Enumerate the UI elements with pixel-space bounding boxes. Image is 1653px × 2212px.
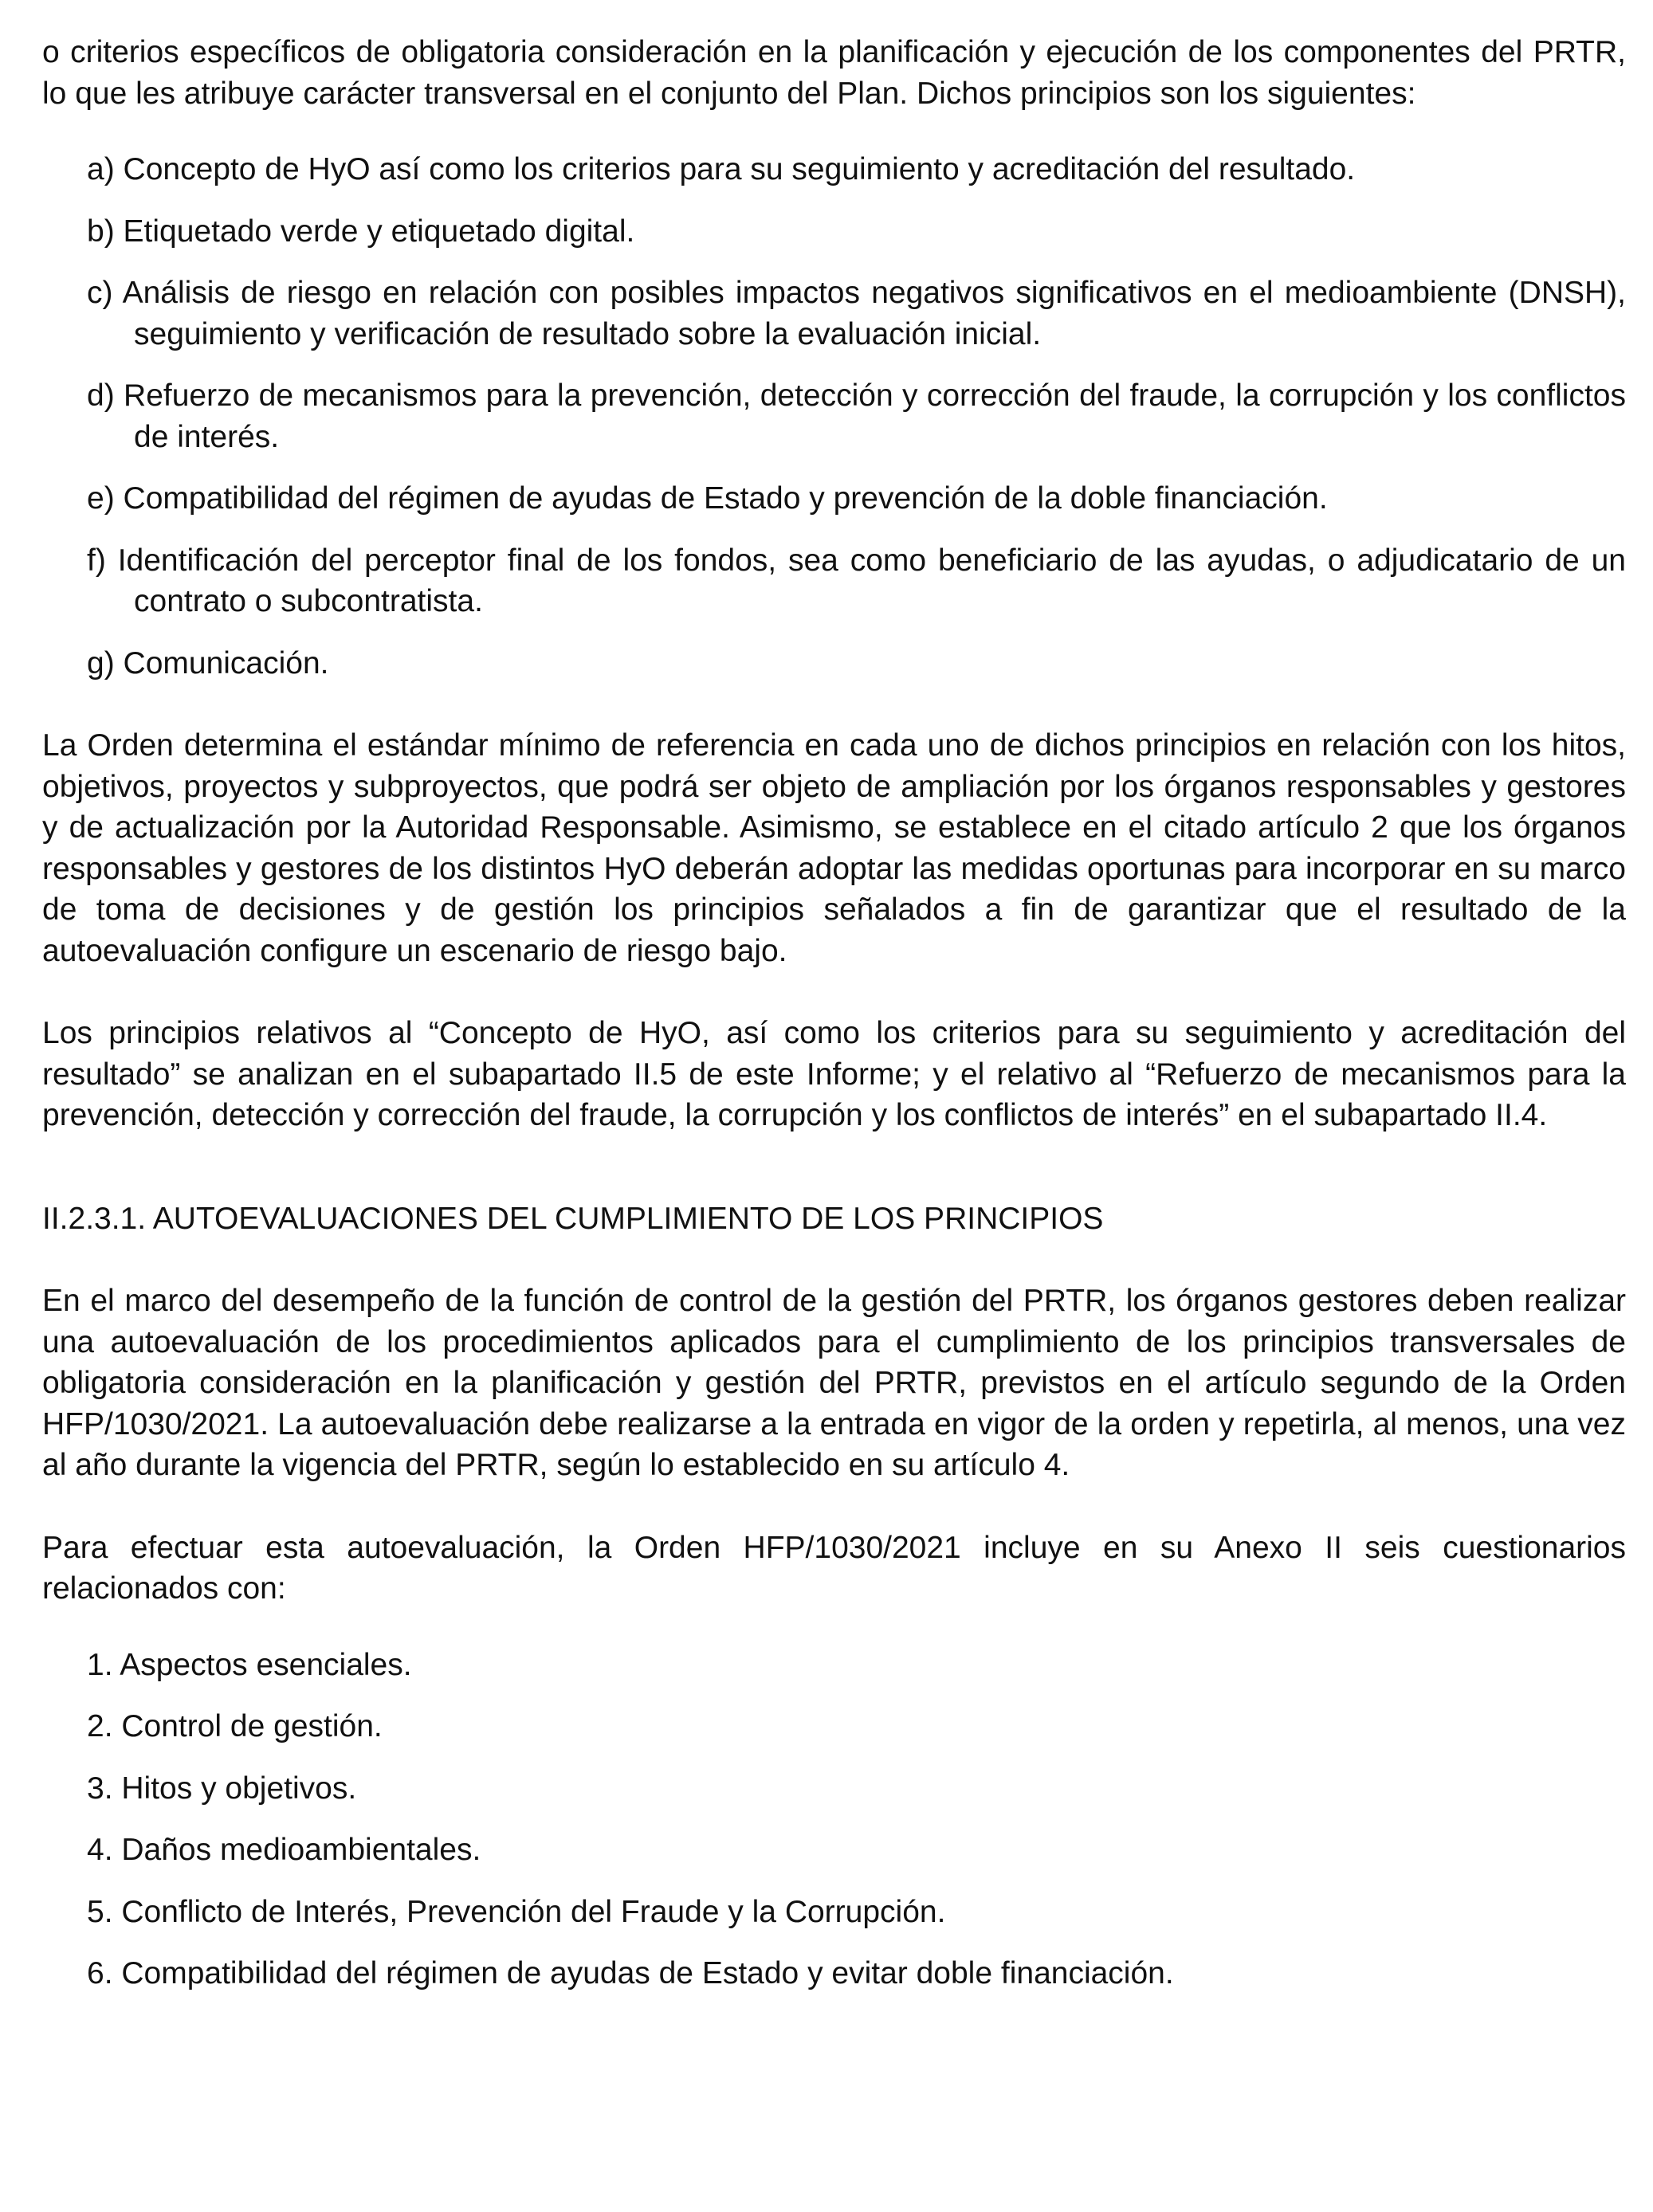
intro-paragraph: o criterios específicos de obligatoria consideración en la planificación y ejecución de los componentes del PRTR, lo que les atribuye carácter transversal en el conjunto del Plan. Dichos principios son los siguientes: xyxy=(42,35,1626,111)
list-item: 4. Daños medioambientales. xyxy=(87,1833,481,1867)
principles-list xyxy=(42,149,1626,684)
efectuar-paragraph: Para efectuar esta autoevaluación, la Orden HFP/1030/2021 incluye en su Anexo II seis cuestionarios relacionados con: xyxy=(42,1530,1626,1606)
list-item: a) Concepto de HyO así como los criterios para su seguimiento y acreditación del resultado. xyxy=(87,152,1356,186)
list-item: 2. Control de gestión. xyxy=(87,1709,383,1743)
list-item: f) Identificación del perceptor final de los fondos, sea como beneficiario de las ayudas, o adjudicatario de un contrato o subcontratista. xyxy=(87,543,1626,618)
document-page xyxy=(42,32,1626,2036)
list-item: 6. Compatibilidad del régimen de ayudas de Estado y evitar doble financiación. xyxy=(87,1956,1174,1990)
list-item: 3. Hitos y objetivos. xyxy=(87,1771,357,1806)
list-item: 5. Conflicto de Interés, Prevención del Fraude y la Corrupción. xyxy=(87,1894,946,1929)
list-item: b) Etiquetado verde y etiquetado digital. xyxy=(87,214,635,249)
questionnaires-list xyxy=(42,1645,1626,1994)
marco-paragraph: En el marco del desempeño de la función de control de la gestión del PRTR, los órganos gestores deben realizar una autoevaluación de los procedimientos aplicados para el cumplimiento de los principios transversales de obligatoria consideración en la planificación y gestión del PRTR, previstos en el artículo segundo de la Orden HFP/1030/2021. La autoevaluación debe realizarse a la entrada en vigor de la orden y repetirla, al menos, una vez al año durante la vigencia del PRTR, según lo establecido en su artículo 4. xyxy=(42,1284,1626,1482)
list-item: e) Compatibilidad del régimen de ayudas de Estado y prevención de la doble financiación. xyxy=(87,481,1328,516)
list-item: c) Análisis de riesgo en relación con posibles impactos negativos significativos en el medioambiente (DNSH), seguimiento y verificación de resultado sobre la evaluación inicial. xyxy=(87,276,1626,351)
section-heading: II.2.3.1. AUTOEVALUACIONES DEL CUMPLIMIENTO DE LOS PRINCIPIOS xyxy=(42,1201,1104,1236)
list-item: d) Refuerzo de mecanismos para la prevención, detección y corrección del fraude, la corrupción y los conflictos de interés. xyxy=(87,378,1626,454)
orden-paragraph: La Orden determina el estándar mínimo de referencia en cada uno de dichos principios en relación con los hitos, objetivos, proyectos y subproyectos, que podrá ser objeto de ampliación por los órganos responsables y gestores y de actualización por la Autoridad Responsable. Asimismo, se establece en el citado artículo 2 que los órganos responsables y gestores de los distintos HyO deberán adoptar las medidas oportunas para incorporar en su marco de toma de decisiones y de gestión los principios señalados a fin de garantizar que el resultado de la autoevaluación configure un escenario de riesgo bajo. xyxy=(42,728,1626,968)
list-item: g) Comunicación. xyxy=(87,645,329,680)
principios-paragraph: Los principios relativos al “Concepto de HyO, así como los criterios para su seguimiento y acreditación del resultado” se analizan en el subapartado II.5 de este Informe; y el relativo al “Refuerzo de mecanismos para la prevención, detección y corrección del fraude, la corrupción y los conflictos de interés” en el subapartado II.4. xyxy=(42,1016,1626,1132)
list-item: 1. Aspectos esenciales. xyxy=(87,1647,412,1682)
